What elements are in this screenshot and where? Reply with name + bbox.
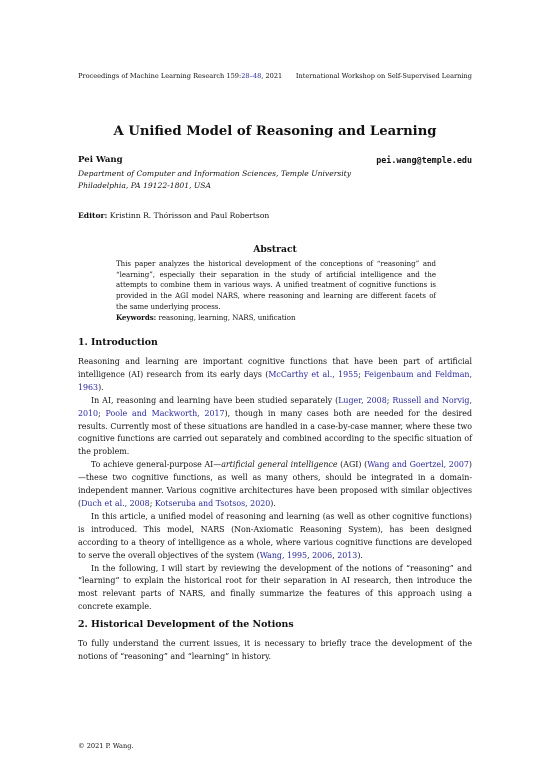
editor-label: Editor: (78, 211, 108, 220)
pages-link[interactable]: 28–48 (241, 72, 262, 80)
copyright-footer: © 2021 P. Wang. (78, 742, 134, 750)
abstract-body (116, 259, 436, 323)
historical-body (78, 638, 472, 664)
abstract-heading: Abstract (253, 244, 297, 255)
paragraph: In the following, I will start by reviewing the development of the notions of “reasoning” and “learning” to explain the historical root for their separation in AI research, then introduce the most relevant parts of NARS, and finally summarize the features of this approach using a concrete example. (78, 563, 472, 612)
citation-link[interactable]: Feigenbaum and Feldman, 1963 (78, 369, 473, 392)
paragraph: In this article, a unified model of reasoning and learning (as well as other cognitive functions) is introduced. This model, NARS (Non-Axiomatic Reasoning System), has been designed according to a theory of intelligence as a whole, where various cognitive functions are developed to serve the overall objectives of the system (Wang, 1995, 2006, 2013). (78, 511, 472, 560)
author-affiliation-line1: Department of Computer and Information Sciences, Temple University (78, 169, 352, 178)
author-email[interactable]: pei.wang@temple.edu (376, 155, 472, 165)
paragraph: In AI, reasoning and learning have been studied separately (Luger, 2008; Russell and Norvig, 2010; Poole and Mackworth, 2017), though in many cases both are needed for the desired results. Currently most of these situations are handled in a case-by-case manner, where these two cognitive functions are carried out separately and combined according to the specific situation of the problem. (78, 395, 473, 457)
author-name: Pei Wang (78, 155, 123, 165)
running-header (78, 72, 472, 80)
author-affiliation-line2: Philadelphia, PA 19122-1801, USA (78, 181, 211, 190)
paragraph: Reasoning and learning are important cognitive functions that have been part of artificial intelligence (AI) research from its early days (McCarthy et al., 1955; Feigenbaum and Feldman, 1963). (78, 357, 473, 392)
citation-link[interactable]: Wang, 1995 (259, 550, 308, 560)
citation-link[interactable]: Russell and Norvig, 2010 (78, 395, 472, 418)
header-workshop: International Workshop on Self-Supervised Learning (295, 72, 472, 80)
editor-names: Kristinn R. Thórisson and Paul Robertson (109, 211, 270, 220)
author-row (78, 155, 472, 165)
citation-link[interactable]: Wang and Goertzel, 2007 (367, 460, 469, 470)
keywords-label: Keywords: (116, 312, 157, 322)
citation-link[interactable]: Duch et al., 2008 (81, 498, 150, 508)
paragraph: To fully understand the current issues, it is necessary to briefly trace the development of the notions of “reasoning” and “learning” in history. (78, 639, 472, 661)
section-heading-historical-development: 2. Historical Development of the Notions (78, 619, 294, 630)
paper-title: A Unified Model of Reasoning and Learning (113, 124, 437, 139)
paragraph: To achieve general-purpose AI—artificial general intelligence (AGI) (Wang and Goertzel, 2007)—these two cognitive functions, as well as many others, should be integrated in a domain-independent manner. Various cognitive architectures have been proposed with similar objectives (Duch et al., 2008; Kotseruba and Tsotsos, 2020). (78, 460, 472, 508)
citation-link[interactable]: 2006 (312, 550, 333, 560)
header-proceedings: Proceedings of Machine Learning Research 159:28–48, 2021 (78, 72, 283, 80)
citation-link[interactable]: McCarthy et al., 1955 (268, 369, 359, 379)
section-heading-introduction: 1. Introduction (78, 337, 158, 348)
citation-link[interactable]: Kotseruba and Tsotsos, 2020 (154, 498, 271, 508)
citation-link[interactable]: Luger, 2008 (338, 395, 387, 405)
introduction-body (78, 356, 472, 614)
editor-line (78, 211, 269, 220)
keywords-list: reasoning, learning, NARS, unification (158, 313, 296, 322)
abstract-text: This paper analyzes the historical development of the conceptions of “reasoning” and “learning”, especially their separation in the study of artificial intelligence and the attempts to combine them in various ways. A unified treatment of cognitive functions is provided in the AGI model NARS, where reasoning and learning are different facets of the same underlying process. (116, 260, 436, 311)
citation-link[interactable]: 2013 (337, 550, 358, 560)
citation-link[interactable]: Poole and Mackworth, 2017 (105, 408, 225, 418)
